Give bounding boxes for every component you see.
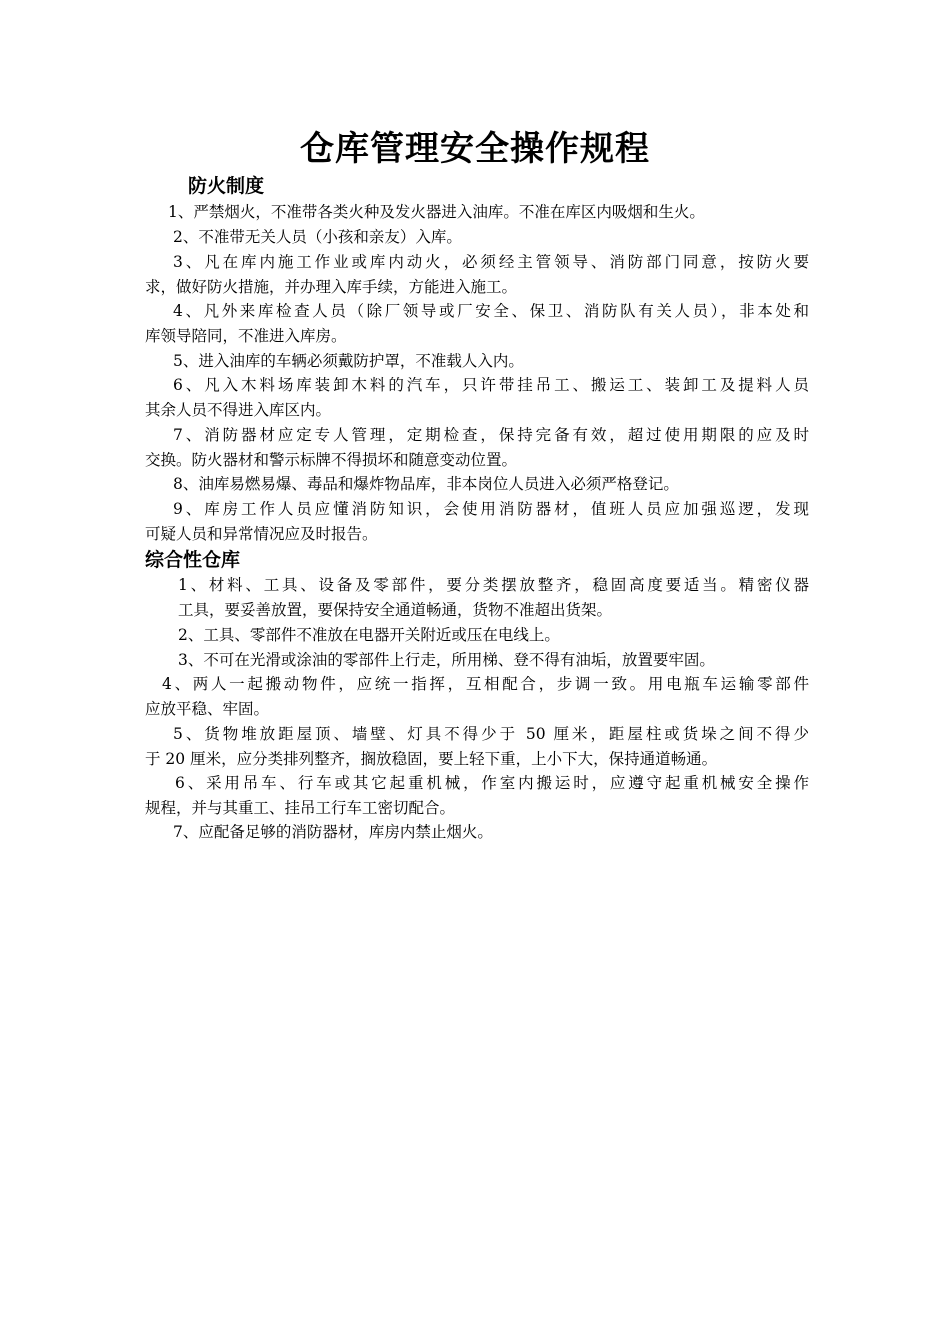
text-line: 6、凡入木料场库装卸木料的汽车，只许带挂吊工、搬运工、装卸工及提料人员 [173,376,809,394]
text-line: 可疑人员和异常情况应及时报告。 [145,524,378,543]
text-line: 1、严禁烟火，不准带各类火种及发火器进入油库。不准在库区内吸烟和生火。 [168,203,705,221]
text-line: 2、不准带无关人员（小孩和亲友）入库。 [173,228,462,246]
warehouse-rule-1 [178,573,809,622]
fire-rule-6 [145,373,809,422]
text-line: 3、不可在光滑或涂油的零部件上行走，所用梯、登不得有油垢，放置要牢固。 [178,651,715,669]
warehouse-rule-6 [145,771,809,820]
text-line: 求，做好防火措施，并办理入库手续，方能进入施工。 [145,277,518,296]
text-line: 4、两人一起搬动物件，应统一指挥，互相配合，步调一致。用电瓶车运输零部件 [162,675,809,693]
page-title: 仓库管理安全操作规程 [300,129,650,169]
text-line: 6、采用吊车、行车或其它起重机械，作室内搬运时，应遵守起重机械安全操作 [175,774,809,792]
fire-rule-3 [145,250,809,299]
fire-rule-5 [145,349,809,374]
warehouse-rule-4 [145,672,809,721]
warehouse-rule-5 [145,722,809,771]
text-line: 5、进入油库的车辆必须戴防护罩，不准载人入内。 [173,352,524,370]
text-line: 7、应配备足够的消防器材，库房内禁止烟火。 [173,823,493,841]
warehouse-rule-7 [145,820,809,845]
section-heading-fire-prevention: 防火制度 [188,175,265,197]
fire-rule-8 [145,472,809,497]
text-line: 5、货物堆放距屋顶、墙壁、灯具不得少于 50 厘米，距屋柱或货垛之间不得少 [173,725,809,743]
text-line: 交换。防火器材和警示标牌不得损坏和随意变动位置。 [145,450,518,469]
fire-rule-9 [145,497,809,546]
text-line: 3、凡在库内施工作业或库内动火，必须经主管领导、消防部门同意，按防火要 [173,253,809,271]
text-line: 于 20 厘米，应分类排列整齐，搁放稳固，要上轻下重，上小下大，保持通道畅通。 [145,749,718,768]
fire-rule-4 [145,299,809,348]
text-line: 2、工具、零部件不准放在电器开关附近或压在电线上。 [178,626,560,644]
text-line: 1、材料、工具、设备及零部件，要分类摆放整齐，稳固高度要适当。精密仪器 [178,576,809,594]
text-line: 工具，要妥善放置，要保持安全通道畅通，货物不准超出货架。 [178,600,613,619]
warehouse-rule-3 [145,648,809,673]
fire-rule-2 [145,225,809,250]
text-line: 8、油库易燃易爆、毒品和爆炸物品库，非本岗位人员进入必须严格登记。 [173,475,679,493]
section-heading-general-warehouse: 综合性仓库 [145,549,241,571]
fire-rule-7 [145,423,809,472]
text-line: 7、消防器材应定专人管理，定期检查，保持完备有效，超过使用期限的应及时 [173,426,809,444]
text-line: 规程，并与其重工、挂吊工行车工密切配合。 [145,798,456,817]
text-line: 4、凡外来库检查人员（除厂领导或厂安全、保卫、消防队有关人员），非本处和 [173,302,809,320]
text-line: 9、库房工作人员应懂消防知识，会使用消防器材，值班人员应加强巡逻，发现 [173,500,809,518]
fire-rule-1 [145,200,809,225]
warehouse-rule-2 [145,623,809,648]
text-line: 库领导陪同，不准进入库房。 [145,326,347,345]
text-line: 应放平稳、牢固。 [145,699,270,718]
text-line: 其余人员不得进入库区内。 [145,400,332,419]
